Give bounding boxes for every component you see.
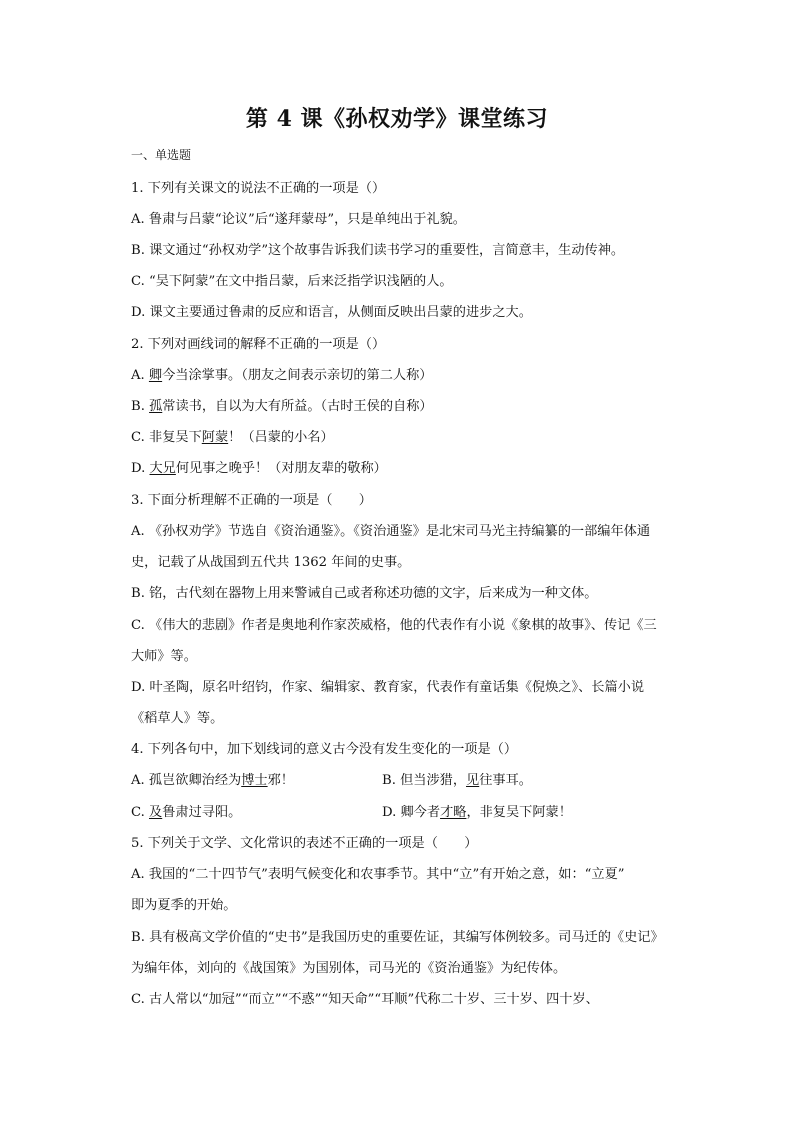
question-3-option-a-line1: A. 《孙权劝学》节选自《资治通鉴》。《资治通鉴》是北宋司马光主持编纂的一部编年体通 — [131, 524, 651, 539]
question-2-stem: 2. 下列对画线词的解释不正确的一项是（） — [131, 337, 386, 352]
underlined-word: 卿 — [148, 368, 163, 383]
question-3-option-c-line2: 大师》等。 — [131, 649, 197, 664]
question-5-option-a-line2: 即为夏季的开始。 — [131, 898, 237, 913]
question-2-option-d — [131, 457, 387, 476]
option-text: D. — [131, 461, 150, 476]
page-title: 第 4 课《孙权劝学》课堂练习 — [245, 106, 549, 132]
underlined-word: 见 — [466, 773, 480, 788]
option-text: 邪！ — [267, 773, 294, 788]
option-text: 常读书，自以为大有所益。（古时王侯的自称） — [162, 399, 433, 414]
option-text: B. 但当涉猎， — [382, 773, 467, 788]
option-text: ，非复吴下阿蒙！ — [466, 805, 572, 820]
option-text: B. — [131, 399, 150, 414]
question-4-option-b — [382, 769, 532, 788]
option-text: A. 孤岂欲卿治经为 — [131, 773, 242, 788]
underlined-word: 孤 — [149, 399, 163, 414]
question-4-option-a — [131, 769, 294, 788]
question-3-option-c-line1: C. 《伟大的悲剧》作者是奥地利作家茨威格，他的代表作有小说《象棋的故事》、传记《三 — [131, 618, 657, 633]
question-5-option-a-line1: A. 我国的“二十四节气”表明气候变化和农事季节。其中“立”有开始之意，如：“立夏” — [131, 867, 625, 882]
option-text: 何见事之晚乎！（对朋友辈的敬称） — [175, 461, 387, 476]
question-1-stem: 1. 下列有关课文的说法不正确的一项是（） — [131, 181, 386, 196]
underlined-word: 阿蒙 — [201, 430, 229, 445]
question-3-option-b: B. 铭，古代刻在器物上用来警诫自己或者称述功德的文字，后来成为一种文体。 — [131, 586, 598, 601]
option-text: 鲁肃过寻阳。 — [162, 805, 242, 820]
option-text: 往事耳。 — [479, 773, 532, 788]
underlined-word: 大兄 — [149, 461, 176, 476]
question-5-option-b-line2: 为编年体，刘向的《战国策》为国别体，司马光的《资治通鉴》为纪传体。 — [131, 961, 567, 976]
option-text: C. 非复吴下 — [131, 430, 202, 445]
option-text: ！（吕蒙的小名） — [228, 430, 334, 445]
question-3-option-d-line2: 《稻草人》等。 — [131, 711, 224, 726]
question-4-option-c — [131, 801, 241, 820]
question-3-option-a-line2: 史，记载了从战国到五代共 1362 年间的史事。 — [131, 555, 411, 570]
option-text: C. — [131, 805, 150, 820]
question-2-option-b — [131, 395, 433, 414]
option-text: 今当涂掌事。（朋友之间表示亲切的第二人称） — [162, 368, 433, 383]
question-5-option-b-line1: B. 具有极高文学价值的“史书”是我国历史的重要佐证，其编写体例较多。司马迁的《史记》 — [131, 930, 664, 945]
question-3-option-d-line1: D. 叶圣陶，原名叶绍钧，作家、编辑家、教育家，代表作有童话集《倪焕之》、长篇小说 — [131, 680, 645, 695]
question-5-option-c-line1: C. 古人常以“加冠”“而立”“不惑”“知天命”“耳顺”代称二十岁、三十岁、四十岁、 — [131, 992, 599, 1007]
underlined-word: 及 — [149, 805, 163, 820]
option-text: D. 卿今者 — [382, 805, 441, 820]
underlined-word: 博士 — [241, 773, 268, 788]
question-1-option-b: B. 课文通过“孙权劝学”这个故事告诉我们读书学习的重要性，言简意丰，生动传神。 — [131, 243, 625, 258]
question-5-stem: 5. 下列关于文学、文化常识的表述不正确的一项是（ ） — [131, 836, 478, 851]
section-heading: 一、单选题 — [131, 148, 192, 162]
question-3-stem: 3. 下面分析理解不正确的一项是（ ） — [131, 493, 372, 508]
question-1-option-d: D. 课文主要通过鲁肃的反应和语言，从侧面反映出吕蒙的进步之大。 — [131, 305, 532, 320]
option-text: A. — [131, 368, 149, 383]
question-1-option-a: A. 鲁肃与吕蒙“论议”后“遂拜蒙母”，只是单纯出于礼貌。 — [131, 212, 466, 227]
question-2-option-c — [131, 426, 334, 445]
question-4-option-d — [382, 801, 572, 820]
question-2-option-a — [131, 364, 432, 383]
underlined-word: 才略 — [440, 805, 467, 820]
question-1-option-c: C. “吴下阿蒙”在文中指吕蒙，后来泛指学识浅陋的人。 — [131, 274, 453, 289]
question-4-stem: 4. 下列各句中，加下划线词的意义古今没有发生变化的一项是（） — [131, 742, 518, 757]
